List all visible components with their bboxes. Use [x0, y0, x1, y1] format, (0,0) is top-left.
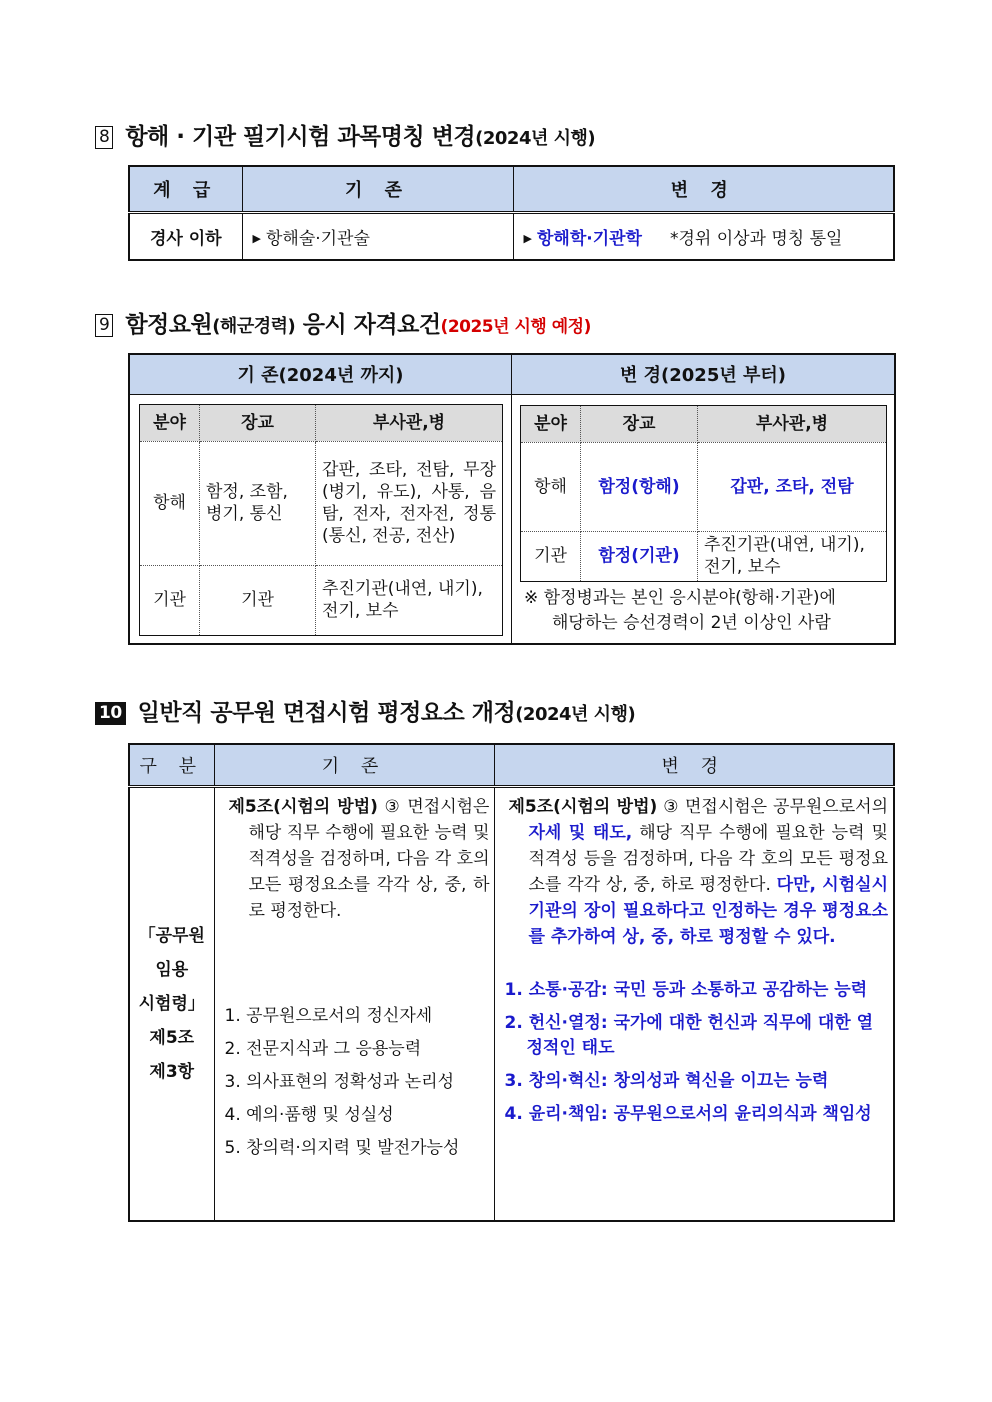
section-title-bold: 함정요원 [125, 312, 213, 338]
nco-cell: 추진기관(내연, 내기), 전기, 보수 [698, 531, 887, 581]
before-panel [129, 394, 512, 644]
table-header-row [129, 354, 895, 394]
list-item: 4. 예의·품행 및 성실성 [224, 1104, 394, 1125]
list-item: 1. 소통·공감: 국민 등과 소통하고 공감하는 능력 [504, 979, 868, 1000]
table-row [129, 786, 894, 1221]
section-number: 9 [95, 314, 113, 337]
before-inner-table [139, 404, 503, 636]
header-grade: 계 급 [129, 166, 242, 212]
law-line: 임용 [155, 959, 189, 980]
section-10-title [95, 694, 635, 727]
section-title-suffix: (2024년 시행) [515, 704, 636, 725]
law-line: 제3항 [149, 1061, 195, 1082]
before-cell [214, 786, 494, 1221]
section-title-suffix: (2025년 시행 예정) [440, 317, 591, 337]
section-8-title [95, 118, 595, 151]
table-row [521, 531, 887, 581]
after-paragraph [501, 794, 889, 950]
header-after: 변 경 [513, 166, 894, 212]
before-cell [242, 212, 513, 260]
section-title-suffix: (2024년 시행) [475, 128, 596, 149]
section-title-mid: (해군경력) [212, 316, 296, 337]
law-line: 시험령」 [138, 993, 205, 1014]
before-text: 항해술·기관술 [265, 228, 370, 249]
header-before: 기 존 [242, 166, 513, 212]
list-item: 2. 전문지식과 그 응용능력 [224, 1038, 422, 1059]
header-category: 구 분 [129, 744, 214, 786]
table-8 [128, 165, 895, 261]
before-list [221, 1004, 490, 1161]
nco-cell: 추진기관(내연, 내기), 전기, 보수 [316, 565, 503, 635]
section-number: 10 [95, 702, 126, 725]
section-title-rest: 응시 자격요건 [295, 312, 441, 338]
after-text: ③ 면접시험은 공무원으로서의 [657, 796, 888, 817]
officer-cell: 함정(항해) [581, 442, 698, 531]
triangle-bullet-icon: ▶ [523, 231, 532, 245]
header-before: 기 존(2024년 까지) [129, 354, 512, 394]
col-field: 분야 [521, 405, 581, 442]
field-cell: 항해 [521, 442, 581, 531]
note-line-2: 해당하는 승선경력이 2년 이상인 사람 [552, 612, 831, 633]
nco-cell: 갑판, 조타, 전탐 [698, 442, 887, 531]
field-cell: 항해 [140, 441, 200, 565]
list-item: 5. 창의력·의지력 및 발전가능성 [224, 1137, 460, 1158]
col-nco: 부사관,병 [698, 405, 887, 442]
after-text: 항해학·기관학 [536, 228, 642, 249]
field-cell: 기관 [140, 565, 200, 635]
before-text: ③ 면접시험은 해당 직무 수행에 필요한 능력 및 적격성을 검정하며, 다음 각 호의 모든 평정요소를 각각 상, 중, 하로 평정한다. [248, 796, 490, 921]
list-item: 4. 윤리·책임: 공무원으로서의 윤리의식과 책임성 [504, 1103, 872, 1124]
header-after: 변 경(2025년 부터) [512, 354, 896, 394]
before-paragraph [221, 794, 490, 924]
after-text: 해당 직무 수행에 필요한 능력 및 적격성 등을 검정하며, 다음 각 호의 모든 평정요소를 각각 상, 중, 하로 평정한다. [528, 822, 888, 895]
list-item: 3. 창의·혁신: 창의성과 혁신을 이끄는 능력 [504, 1070, 829, 1091]
law-cell [129, 786, 214, 1221]
table-row [129, 212, 894, 260]
table-9 [128, 353, 896, 645]
section-9-title [95, 306, 591, 339]
after-cell [494, 786, 894, 1221]
nco-cell: 갑판, 조타, 전탐, 무장(병기, 유도), 사통, 음탐, 전자, 전자전, 정통(통신, 전공, 전산) [316, 441, 503, 565]
after-cell [513, 212, 894, 260]
header-before: 기 존 [214, 744, 494, 786]
law-line: 「공무원 [138, 925, 205, 946]
col-field: 분야 [140, 404, 200, 441]
list-item: 1. 공무원으로서의 정신자세 [224, 1005, 433, 1026]
after-highlight: 다만, 시험실시기관의 장이 필요하다고 인정하는 경우 평정요소를 추가하여 상, 중, 하로 평정할 수 있다. [528, 874, 888, 947]
list-item: 3. 의사표현의 정확성과 논리성 [224, 1071, 454, 1092]
col-officer: 장교 [200, 404, 316, 441]
col-officer: 장교 [581, 405, 698, 442]
table-header-row [129, 166, 894, 212]
section-number: 8 [95, 126, 113, 149]
header-after: 변 경 [494, 744, 894, 786]
table-row [140, 565, 503, 635]
after-highlight: 자세 및 태도, [528, 822, 633, 843]
after-list [501, 978, 889, 1127]
article-title: 제5조(시험의 방법) [508, 796, 658, 817]
section-title-text: 항해 · 기관 필기시험 과목명칭 변경 [125, 124, 476, 150]
table-row [140, 441, 503, 565]
table-10 [128, 743, 895, 1222]
grade-cell: 경사 이하 [129, 212, 242, 260]
after-note: *경위 이상과 명칭 통일 [669, 228, 843, 249]
section-title-text: 일반직 공무원 면접시험 평정요소 개정 [137, 700, 516, 726]
note-line-1: ※ 함정병과는 본인 응시분야(항해·기관)에 [524, 587, 836, 608]
officer-cell: 함정(기관) [581, 531, 698, 581]
table-header-row [129, 744, 894, 786]
triangle-bullet-icon: ▶ [252, 231, 261, 245]
officer-cell: 함정, 조함, 병기, 통신 [200, 441, 316, 565]
table-row [521, 442, 887, 531]
col-nco: 부사관,병 [316, 404, 503, 441]
list-item: 2. 헌신·열정: 국가에 대한 헌신과 직무에 대한 열정적인 태도 [504, 1012, 874, 1058]
after-inner-table [520, 405, 887, 582]
field-cell: 기관 [521, 531, 581, 581]
after-panel [512, 394, 896, 644]
article-title: 제5조(시험의 방법) [228, 796, 378, 817]
law-line: 제5조 [149, 1027, 195, 1048]
officer-cell: 기관 [200, 565, 316, 635]
